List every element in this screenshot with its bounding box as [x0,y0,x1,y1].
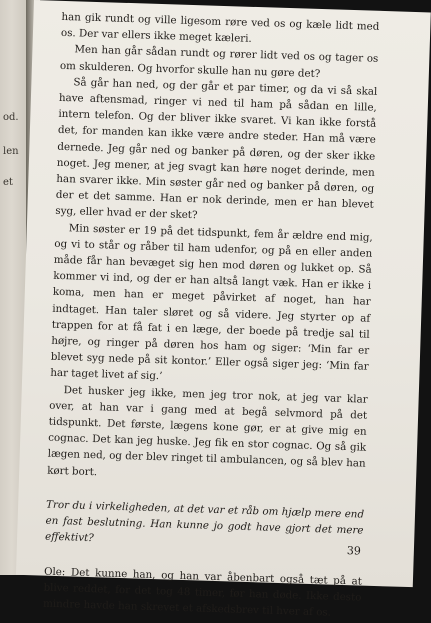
paragraph: Det husker jeg ikke, men jeg tror nok, at jeg var klar over, at han var i gang med at begå selvmord på det tidspunkt. Det første, lægens kone gør, er at give mig en cognac. Det kan jeg huske. Jeg fik en stor cognac. Og så gik lægen ned, og der blev ringet til ambulancen, og så blev han kørt bort. [47,383,368,478]
right-page [16,0,431,619]
paragraph: Så går han ned, og der går et par timer, og da vi så skal have aftensmad, ringer vi ned til ham på sådan en lille, intern telefon. Og der bliver ikke svaret. Vi kan ikke forstå det, for manden kan ikke være andre steder. Han må være dernede. Jeg går ned og banker på døren, og der sker ikke noget. Jeg mener, at jeg svagt kan høre noget derinde, men han svarer ikke. Min søster går ned og banker på døren, og der et det samme. Han er nok derinde, men er han blevet syg, eller hvad er der sket? [55,76,378,222]
interview-question: Tror du i virkeligheden, at det var et råb om hjælp mere end en fast beslutning. Han kunne jo godt have gjort det mere effektivt? [44,498,365,545]
left-page-fragment: et [3,177,13,188]
paragraph: Min søster er 19 på det tidspunkt, fem år ældre end mig, og vi to står og råber til ham udenfor, og på en eller anden måde får han bevæget sig hen mod døren og lukket op. Så kommer vi ind, og der er han altså langt væk. Han er ikke i koma, men han er meget påvirket af noget, han har indtaget. Han taler sløret og så videre. Jeg styrter op af trappen for at få fat i en læge, der boede på tredje sal til højre, og ringer på døren hos ham og siger: ‘Min far er blevet syg nede på sit kontor.’ Eller også siger jeg: ‘Min far har taget livet af sig.’ [50,221,373,383]
page-text [43,9,380,622]
interview-answer: Ole: Det kunne han, og han var åbenbart også tæt på at blive reddet, for det tog 48 timer, før han døde. Ikke desto mindre havde han skrevet et afskedsbrev til hver af os. [42,565,363,619]
left-page-fragment: len [3,146,19,157]
page-number: 39 [346,544,362,558]
paragraph: han gik rundt og ville ligesom røre ved os og kæle lidt med os. Der var ellers ikke meget kæleri. [60,10,380,46]
paragraph: Men han går sådan rundt og rører lidt ved os og tager os om skulderen. Og hvorfor skulle han nu gøre det? [59,43,379,80]
left-page-fragment: od. [3,112,19,123]
